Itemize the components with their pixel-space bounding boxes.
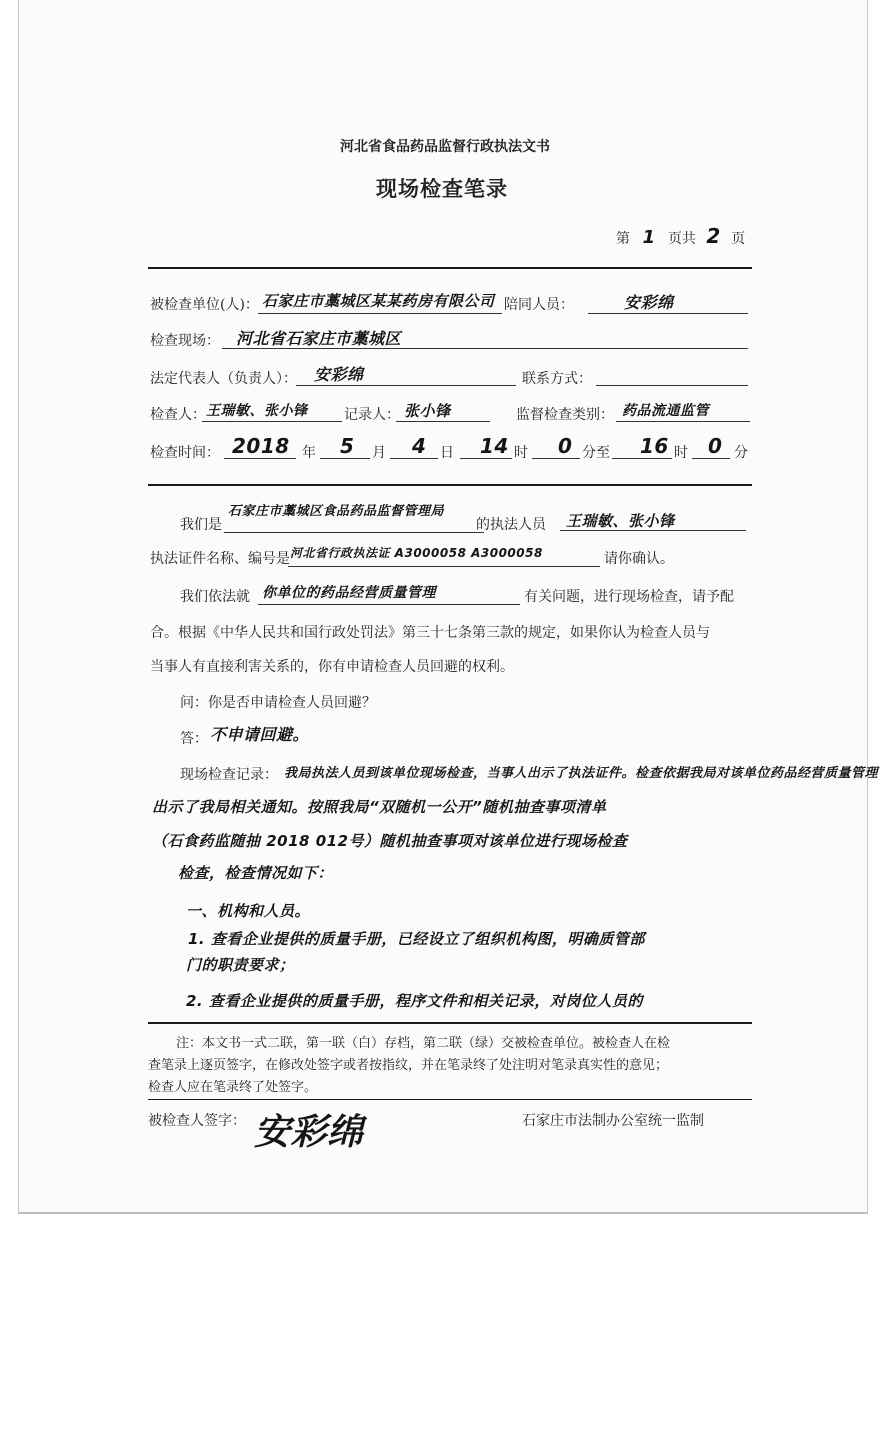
- hour-unit-1: 时: [514, 445, 528, 461]
- note-line-2: 查笔录上逐页签字，在修改处签字或者按指纹，并在笔录终了处注明对笔录真实性的意见；: [148, 1058, 669, 1073]
- cert-label: 执法证件名称、编号是: [150, 551, 290, 567]
- site-underline: [222, 348, 748, 349]
- para2-rest: 有关问题，进行现场检查，请予配: [524, 589, 734, 605]
- record-label: 现场检查记录：: [180, 767, 278, 783]
- signature-label: 被检查人签字：: [148, 1113, 246, 1129]
- record-line-4: 检查，检查情况如下：: [178, 864, 334, 882]
- cert-confirm: 请你确认。: [604, 551, 674, 567]
- intro-names-underline: [560, 530, 746, 531]
- inspected-unit-value: 石家庄市藁城区某某药房有限公司: [262, 292, 495, 310]
- time-label: 检查时间：: [150, 445, 220, 461]
- legal-rep-label: 法定代表人（负责人）：: [150, 371, 297, 387]
- document-title: 现场检查笔录: [376, 176, 508, 201]
- recorder-label: 记录人：: [344, 407, 400, 423]
- page-current: 1: [642, 227, 656, 248]
- legal-rep-value: 安彩绵: [314, 365, 364, 384]
- signature: 安彩绵: [254, 1111, 364, 1153]
- time-year: 2018: [232, 434, 290, 458]
- accompany-underline: [588, 313, 748, 314]
- cert-underline: [288, 566, 600, 567]
- inspector-value: 王瑞敏、张小锋: [206, 403, 308, 419]
- category-value: 药品流通监管: [622, 403, 709, 419]
- month-underline: [320, 458, 370, 459]
- inspected-unit-label: 被检查单位(人)：: [150, 297, 259, 313]
- intro-agency: 石家庄市藁城区食品药品监督管理局: [228, 504, 445, 519]
- record-line-5: 一、机构和人员。: [186, 902, 311, 920]
- supervisor-text: 石家庄市法制办公室统一监制: [522, 1113, 704, 1129]
- para2-topic-underline: [258, 604, 520, 605]
- answer-value: 不申请回避。: [210, 725, 310, 744]
- page-counter: [616, 224, 745, 248]
- agency-heading: 河北省食品药品监督行政执法文书: [340, 139, 550, 155]
- inspected-unit-underline: [258, 313, 502, 314]
- para2-lead: 我们依法就: [180, 589, 250, 605]
- record-line-6: 1. 查看企业提供的质量手册，已经设立了组织机构图，明确质管部: [188, 930, 645, 948]
- start-min-underline: [532, 458, 580, 459]
- day-unit: 日: [440, 445, 454, 461]
- inspector-label: 检查人：: [150, 407, 206, 423]
- site-value: 河北省石家庄市藁城区: [236, 329, 402, 348]
- intro-officer-names: 王瑞敏、张小锋: [566, 512, 675, 530]
- page-total: 2: [706, 224, 721, 248]
- record-line-7: 门的职责要求；: [186, 956, 295, 974]
- month-unit: 月: [372, 445, 386, 461]
- end-hour-underline: [612, 458, 672, 459]
- header-rule: [148, 267, 752, 269]
- cert-value: 河北省行政执法证 A3000058 A3000058: [290, 546, 543, 560]
- start-hour-underline: [460, 458, 512, 459]
- end-min-underline: [692, 458, 730, 459]
- year-unit: 年: [302, 445, 316, 461]
- page-suffix: 页: [731, 231, 746, 247]
- footer-rule: [148, 1022, 752, 1024]
- time-day: 4: [412, 434, 427, 458]
- time-end-hour: 16: [640, 434, 669, 458]
- min-unit-1: 分至: [582, 445, 610, 461]
- record-line-1: 我局执法人员到该单位现场检查，当事人出示了执法证件。检查依据我局对该单位药品经营质量管理: [284, 766, 879, 781]
- record-line-3: （石食药监随抽 2018 012号）随机抽查事项对该单位进行现场检查: [152, 832, 628, 850]
- record-line-2: 出示了我局相关通知。按照我局“双随机一公开”随机抽查事项清单: [152, 798, 607, 816]
- hour-unit-2: 时: [674, 445, 688, 461]
- intro-officers-label: 的执法人员: [476, 517, 546, 533]
- para2-line2: 合。根据《中华人民共和国行政处罚法》第三十七条第三款的规定，如果你认为检查人员与: [150, 625, 710, 641]
- note-line-3: 检查人应在笔录终了处签字。: [148, 1080, 318, 1095]
- answer-label: 答：: [180, 731, 208, 747]
- contact-underline: [596, 385, 748, 386]
- record-line-8: 2. 查看企业提供的质量手册，程序文件和相关记录，对岗位人员的: [186, 992, 643, 1010]
- site-label: 检查现场：: [150, 333, 220, 349]
- time-end-min: 0: [708, 434, 723, 458]
- inspector-underline: [202, 421, 342, 422]
- day-underline: [390, 458, 438, 459]
- fields-rule: [148, 484, 752, 486]
- time-start-min: 0: [558, 434, 573, 458]
- min-unit-2: 分: [734, 445, 748, 461]
- accompany-label: 陪同人员：: [504, 297, 574, 313]
- time-month: 5: [340, 434, 355, 458]
- year-underline: [224, 458, 296, 459]
- page-prefix: 第: [616, 231, 630, 247]
- intro-agency-underline: [224, 532, 484, 533]
- para2-line3: 当事人有直接利害关系的，你有申请检查人员回避的权利。: [150, 659, 514, 675]
- legal-rep-underline: [296, 385, 516, 386]
- page-mid: 页共: [667, 231, 696, 247]
- category-label: 监督检查类别：: [516, 407, 614, 423]
- category-underline: [616, 421, 750, 422]
- para2-topic: 你单位的药品经营质量管理: [262, 585, 436, 601]
- contact-label: 联系方式：: [522, 371, 592, 387]
- signature-rule: [148, 1099, 752, 1100]
- question: 问：你是否申请检查人员回避？: [180, 695, 376, 711]
- recorder-value: 张小锋: [404, 402, 451, 420]
- recorder-underline: [396, 421, 490, 422]
- accompany-value: 安彩绵: [624, 293, 674, 312]
- note-line-1: 注：本文书一式二联，第一联（白）存档，第二联（绿）交被检查单位。被检查人在检: [176, 1036, 671, 1051]
- time-start-hour: 14: [480, 434, 509, 458]
- intro-we-are: 我们是: [180, 517, 222, 533]
